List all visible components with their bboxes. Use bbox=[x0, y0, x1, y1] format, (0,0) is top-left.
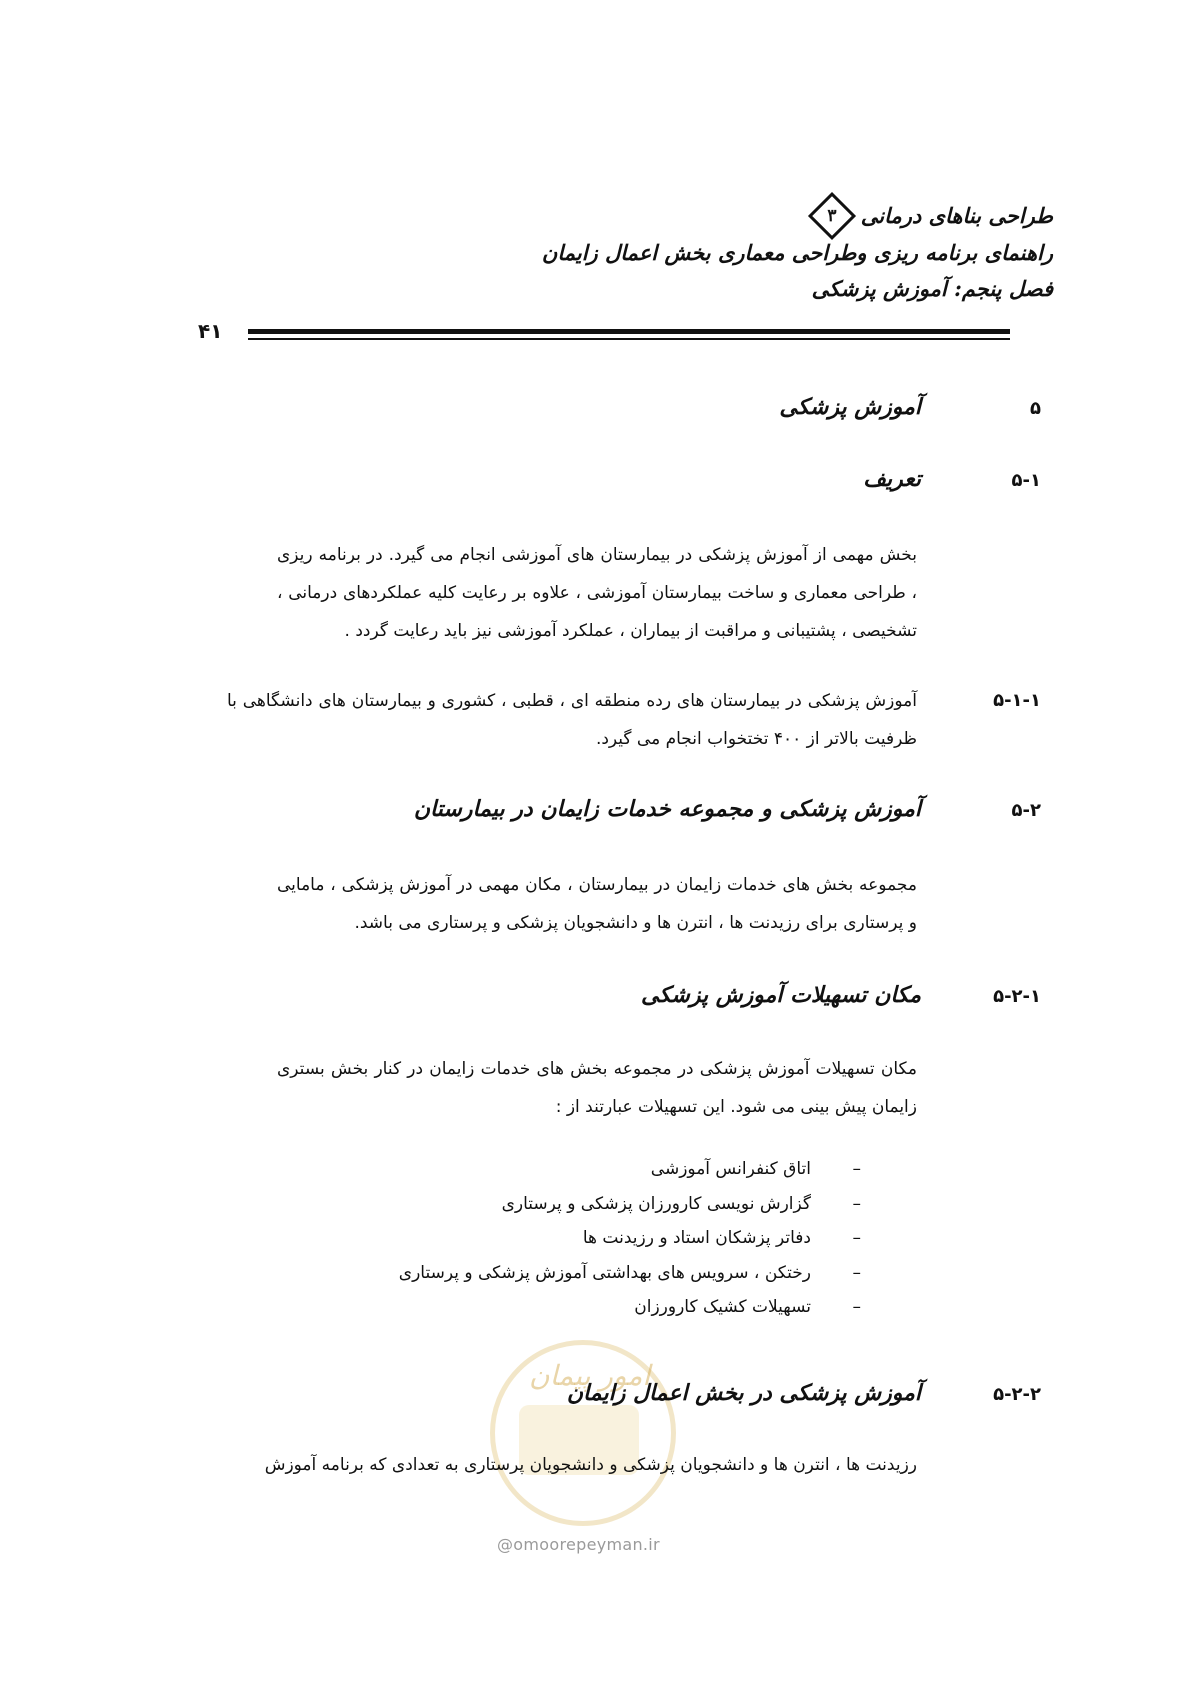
section-number: ۵-۲ bbox=[1011, 800, 1041, 821]
section-title: تعریف bbox=[863, 466, 921, 492]
section-5-1-1-number: ۵-۱-۱ bbox=[993, 690, 1041, 711]
list-item: – رختکن ، سرویس های بهداشتی آموزش پزشکی و پرستاری bbox=[398, 1262, 861, 1283]
facilities-list bbox=[399, 1152, 861, 1325]
section-title: آموزش پزشکی در بخش اعمال زایمان bbox=[566, 1380, 921, 1406]
page-number: ۴۱ bbox=[198, 319, 223, 343]
section-number: ۵-۱ bbox=[1011, 470, 1041, 491]
section-number: ۵-۲-۱ bbox=[993, 986, 1041, 1007]
section-5-1-paragraph: بخش مهمی از آموزش پزشکی در بیمارستان های آموزشی انجام می گیرد. در برنامه ریزی ، طراحی معماری و ساخت بیمارستان آموزشی ، علاوه بر رعایت کلیه عملکردهای درمانی ، تشخیصی ، پشتیبانی و مراقبت از بیماران ، عملکرد آموزشی نیز باید رعایت گردد . bbox=[277, 545, 917, 641]
section-5-2-2-paragraph: رزیدنت ها ، انترن ها و دانشجویان پزشکی و دانشجویان پرستاری به تعدادی که برنامه آموزش bbox=[264, 1455, 917, 1475]
watermark-logo bbox=[490, 1340, 676, 1526]
header-rule-thin bbox=[248, 338, 1010, 340]
section-title: آموزش پزشکی bbox=[779, 394, 921, 420]
list-item: – گزارش نویسی کارورزان پزشکی و پرستاری bbox=[501, 1193, 861, 1214]
watermark-logo-text: امور پیمان bbox=[529, 1359, 651, 1392]
section-5-1-1-paragraph: آموزش پزشکی در بیمارستان های رده منطقه ای ، قطبی ، کشوری و بیمارستان های دانشگاهی با ظرفیت بالاتر از ۴۰۰ تختخواب انجام می گیرد. bbox=[227, 691, 917, 749]
section-number: ۵-۲-۲ bbox=[993, 1384, 1041, 1405]
list-item: – تسهیلات کشیک کارورزان bbox=[634, 1297, 861, 1317]
header-rule-thick bbox=[248, 329, 1010, 334]
section-title: آموزش پزشکی و مجموعه خدمات زایمان در بیمارستان bbox=[413, 796, 921, 822]
list-item: – دفاتر پزشکان استاد و رزیدنت ها bbox=[582, 1228, 861, 1248]
list-item: – اتاق کنفرانس آموزشی bbox=[650, 1159, 861, 1179]
chapter-title: فصل پنجم: آموزش پزشکی bbox=[811, 275, 1053, 301]
series-title: طراحی بناهای درمانی bbox=[860, 203, 1053, 228]
section-title: مکان تسهیلات آموزش پزشکی bbox=[640, 982, 921, 1008]
section-5-2-paragraph: مجموعه بخش های خدمات زایمان در بیمارستان ، مکان مهمی در آموزش پزشکی ، مامایی و پرستاری برای رزیدنت ها ، انترن ها و دانشجویان پزشکی و پرستاری می باشد. bbox=[277, 875, 917, 933]
section-5-2-1-paragraph: مکان تسهیلات آموزش پزشکی در مجموعه بخش های خدمات زایمان در کنار بخش بستری زایمان پیش بینی می شود. این تسهیلات عبارتند از : bbox=[277, 1059, 917, 1117]
section-number: ۵ bbox=[1030, 398, 1041, 419]
header-rule bbox=[198, 319, 1010, 343]
running-header bbox=[273, 198, 1053, 307]
series-number-badge: ۳ bbox=[808, 191, 856, 239]
watermark-url: @omoorepeyman.ir bbox=[497, 1535, 660, 1554]
series-title-line bbox=[273, 198, 1053, 235]
book-title: راهنمای برنامه ریزی وطراحی معماری بخش اعمال زایمان bbox=[541, 239, 1053, 265]
